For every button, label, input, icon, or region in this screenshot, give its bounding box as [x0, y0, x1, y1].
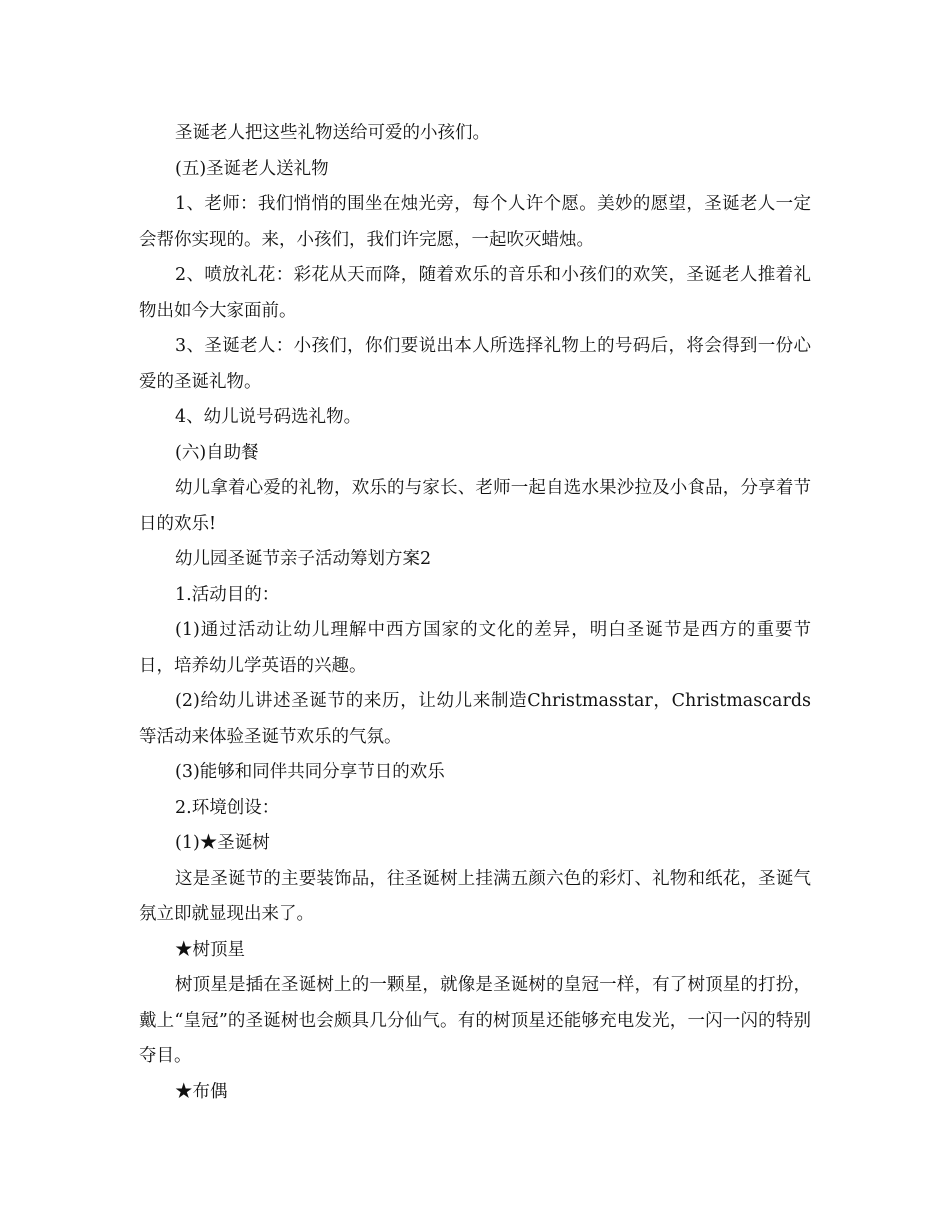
heading-activity-goal: 1.活动目的：: [175, 584, 280, 605]
paragraph-4: 2、喷放礼花：彩花从天而降，随着欢乐的音乐和小孩们的欢笑，圣诞老人推着礼物出如今大家面前。: [139, 265, 811, 321]
goal-2: (2)给幼儿讲述圣诞节的来历，让幼儿来制造Christmasstar，Christmascards等活动来体验圣诞节欢乐的气氛。: [139, 691, 811, 747]
section-heading-6: (六)自助餐: [175, 442, 259, 463]
item-doll: ★布偶: [175, 1081, 228, 1102]
goal-1: (1)通过活动让幼儿理解中西方国家的文化的差异，明白圣诞节是西方的重要节日，培养幼儿学英语的兴趣。: [139, 620, 811, 676]
paragraph-tree-top-star: 树顶星是插在圣诞树上的一颗星，就像是圣诞树的皇冠一样，有了树顶星的打扮，戴上“皇冠”的圣诞树也会颇具几分仙气。有的树顶星还能够充电发光，一闪一闪的特别夺目。: [139, 975, 811, 1066]
paragraph-5: 3、圣诞老人：小孩们，你们要说出本人所选择礼物上的号码后，将会得到一份心爱的圣诞礼物。: [139, 336, 811, 392]
paragraph-6: 4、幼儿说号码选礼物。: [175, 407, 362, 427]
paragraph-3: 1、老师：我们悄悄的围坐在烛光旁，每个人许个愿。美妙的愿望，圣诞老人一定会帮你实现的。来，小孩们，我们许完愿，一起吹灭蜡烛。: [139, 194, 811, 250]
paragraph-christmas-tree: 这是圣诞节的主要装饰品，往圣诞树上挂满五颜六色的彩灯、礼物和纸花，圣诞气氛立即就显现出来了。: [139, 868, 811, 924]
paragraph-8: 幼儿拿着心爱的礼物，欢乐的与家长、老师一起自选水果沙拉及小食品，分享着节日的欢乐!: [139, 478, 811, 534]
goal-3: (3)能够和同伴共同分享节日的欢乐: [175, 762, 445, 782]
paragraph-1: 圣诞老人把这些礼物送给可爱的小孩们。: [175, 123, 490, 143]
section-heading-5: (五)圣诞老人送礼物: [175, 158, 329, 179]
item-christmas-tree: (1)★圣诞树: [175, 833, 270, 853]
plan-title: 幼儿园圣诞节亲子活动筹划方案2: [175, 549, 432, 569]
document-page: [139, 116, 811, 1110]
item-tree-top-star: ★树顶星: [175, 939, 245, 960]
heading-environment: 2.环境创设：: [175, 797, 280, 818]
